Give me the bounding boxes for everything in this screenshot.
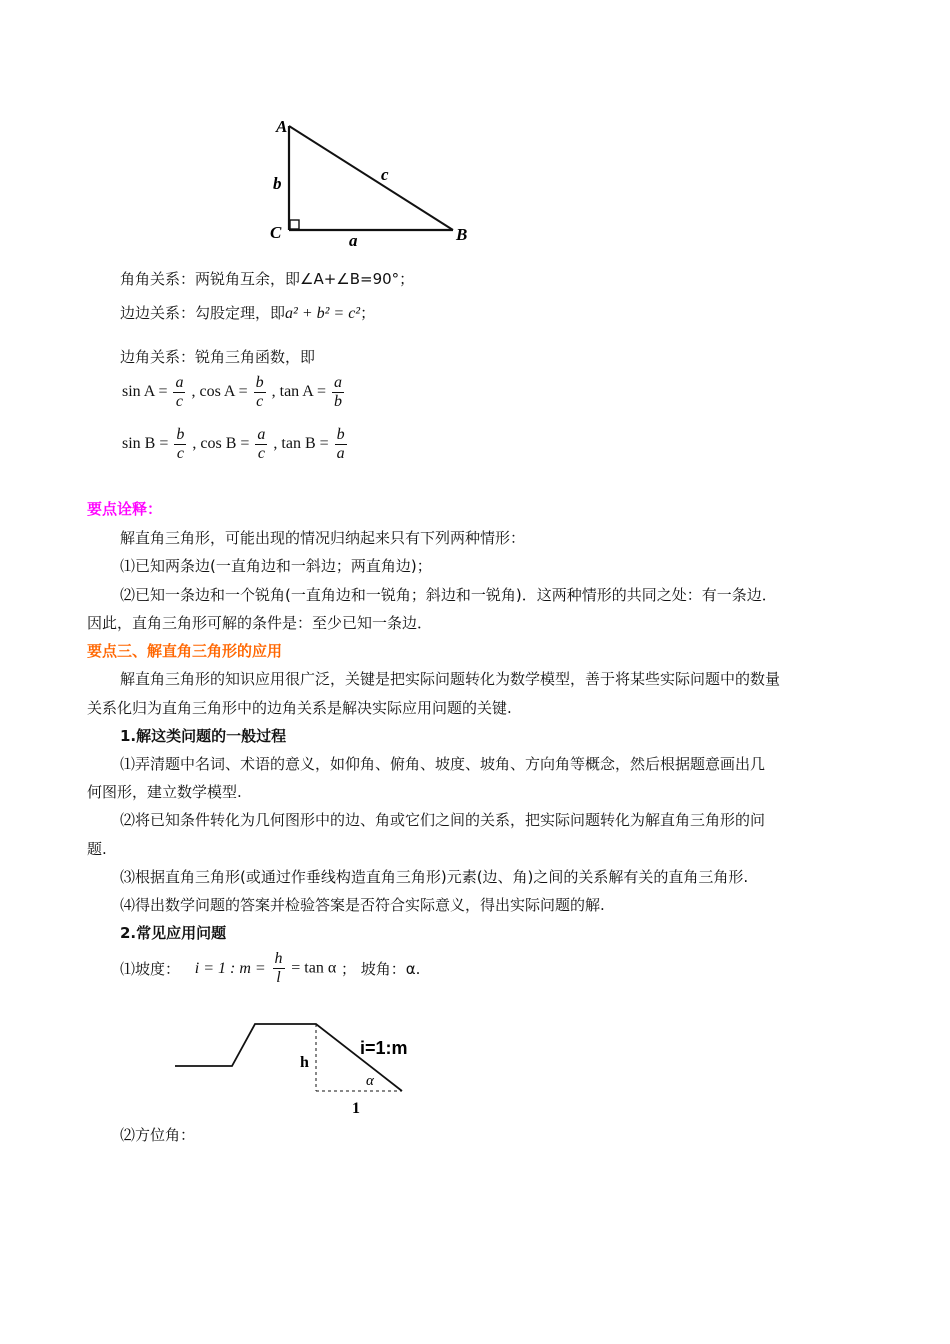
applications-heading: 2.常见应用问题: [120, 924, 227, 942]
frac-num: b: [176, 426, 185, 443]
section3-title: 要点三、解直角三角形的应用: [87, 642, 283, 660]
step1-b: 何图形，建立数学模型.: [87, 783, 242, 801]
frac-den: c: [176, 445, 184, 462]
frac-den: c: [175, 393, 184, 410]
step2-b: 题.: [87, 840, 107, 858]
trig-row-a: [122, 374, 346, 411]
slope-ratio-label: i=1:m: [360, 1038, 408, 1058]
sin-a-label: sin A =: [122, 383, 168, 401]
sin-b-label: sin B =: [122, 435, 169, 453]
side-angle-relation: 边角关系：锐角三角函数，即: [120, 348, 316, 366]
angle-relation: 角角关系：两锐角互余，即∠A+∠B=90°；: [120, 270, 415, 288]
cos-a-label: , cos A =: [191, 383, 248, 401]
notes-p3b: 因此，直角三角形可解的条件是：至少已知一条边．: [87, 614, 433, 632]
slope-alpha-label: α: [366, 1073, 374, 1089]
notes-p2: ⑴已知两条边(一直角边和一斜边；两直角边)；: [120, 557, 432, 575]
fraction: [173, 374, 185, 411]
step4: ⑷得出数学问题的答案并检验答案是否符合实际意义，得出实际问题的解.: [120, 896, 605, 914]
notes-title: 要点诠释：: [87, 500, 163, 518]
slope-fraction: [273, 950, 285, 987]
trig-row-b: [122, 426, 349, 463]
slope-l-label: 1: [352, 1100, 360, 1117]
frac-den: b: [333, 393, 342, 410]
side-relation: [120, 302, 375, 325]
fraction: [332, 374, 344, 411]
frac-num: b: [336, 426, 345, 443]
pythagorean-formula: a² + b² = c²: [285, 305, 361, 322]
slope-formula-left: i = 1 : m =: [194, 959, 266, 977]
right-triangle-figure: [265, 112, 485, 252]
vertex-c-label: C: [270, 223, 282, 242]
frac-num: b: [255, 374, 264, 391]
frac-den: l: [276, 969, 281, 986]
notes-p3a: ⑵已知一条边和一个锐角(一直角边和一锐角；斜边和一锐角)．这两种情形的共同之处：有一条边．: [120, 586, 777, 604]
section3-intro-a: 解直角三角形的知识应用很广泛，关键是把实际问题转化为数学模型，善于将某些实际问题中的数量: [120, 670, 781, 688]
frac-num: a: [257, 426, 266, 443]
tan-b-label: , tan B =: [273, 435, 329, 453]
fraction: [174, 426, 186, 463]
fraction: [255, 426, 267, 463]
fraction: [254, 374, 266, 411]
side-a-label: a: [349, 231, 358, 250]
slope-diagram: [170, 1012, 430, 1122]
frac-num: a: [333, 374, 342, 391]
frac-num: a: [175, 374, 184, 391]
bearing-heading: ⑵方位角：: [120, 1126, 196, 1144]
tan-a-label: , tan A =: [271, 383, 326, 401]
slope-suffix: ； 坡角：α.: [341, 960, 421, 978]
frac-den: c: [256, 393, 264, 410]
side-relation-prefix: 边边关系：勾股定理，即: [120, 304, 286, 322]
notes-p1: 解直角三角形，可能出现的情况归纳起来只有下列两种情形：: [120, 529, 526, 547]
step2-a: ⑵将已知条件转化为几何图形中的边、角或它们之间的关系，把实际问题转化为解直角三角形的问: [120, 811, 766, 829]
frac-den: a: [336, 445, 345, 462]
vertex-a-label: A: [276, 117, 288, 136]
side-b-label: b: [273, 174, 282, 193]
step1-a: ⑴弄清题中名词、术语的意义，如仰角、俯角、坡度、坡角、方向角等概念，然后根据题意画出几: [120, 755, 766, 773]
slope-line: [120, 950, 420, 987]
slope-h-label: h: [300, 1054, 309, 1071]
frac-den: c: [257, 445, 265, 462]
slope-formula-right: = tan α: [291, 959, 337, 977]
fraction: [335, 426, 347, 463]
cos-b-label: , cos B =: [192, 435, 250, 453]
general-process-heading: 1.解这类问题的一般过程: [120, 727, 287, 745]
side-c-label: c: [381, 165, 389, 184]
vertex-b-label: B: [456, 225, 468, 244]
side-relation-suffix: ；: [360, 304, 376, 322]
slope-prefix: ⑴坡度：: [120, 960, 181, 978]
section3-intro-b: 关系化归为直角三角形中的边角关系是解决实际应用问题的关键.: [87, 699, 512, 717]
frac-num: h: [274, 950, 283, 967]
step3: ⑶根据直角三角形(或通过作垂线构造直角三角形)元素(边、角)之间的关系解有关的直角三角形.: [120, 868, 749, 886]
